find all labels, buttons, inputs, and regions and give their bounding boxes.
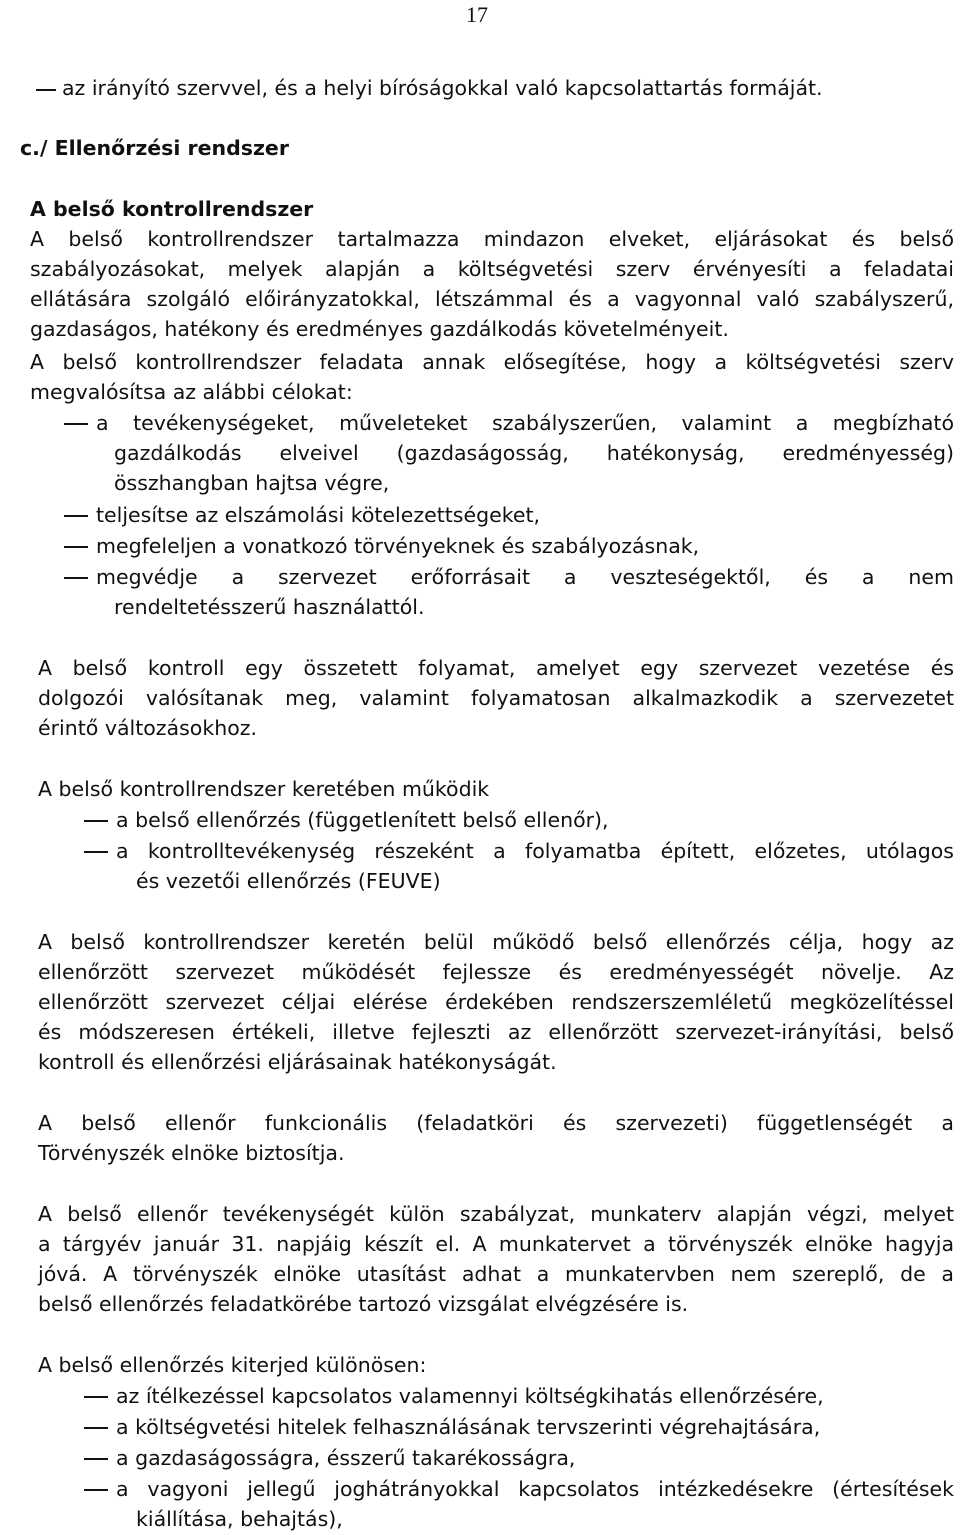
paragraph-1-line: ellátására szolgáló előirányzatokkal, létszámmal és a vagyonnal való szabályszerű,	[30, 287, 954, 311]
paragraph-5-line: kontroll és ellenőrzési eljárásainak hatékonyságát.	[38, 1050, 557, 1074]
dash-bullet-icon	[36, 89, 56, 91]
dash-bullet-icon	[84, 851, 108, 853]
paragraph-8-intro: A belső ellenőrzés kiterjed különösen:	[38, 1353, 427, 1377]
paragraph-4-item-line: a kontrolltevékenység részeként a folyamatba épített, előzetes, utólagos	[116, 839, 954, 863]
paragraph-5-line: ellenőrzött szervezet működését fejlessze és eredményességét növelje. Az	[38, 960, 954, 984]
goal-item-line: gazdálkodás elveivel (gazdaságosság, hatékonyság, eredményesség)	[114, 441, 954, 465]
goal-item-line: teljesítse az elszámolási kötelezettségeket,	[96, 503, 541, 527]
goal-item-line: a tevékenységeket, műveleteket szabályszerűen, valamint a megbízható	[96, 411, 954, 435]
dash-bullet-icon	[64, 515, 88, 517]
goal-item-line: megfeleljen a vonatkozó törvényeknek és szabályozásnak,	[96, 534, 700, 558]
paragraph-8-item-line: a vagyoni jellegű joghátrányokkal kapcsolatos intézkedésekre (értesítések	[116, 1477, 954, 1501]
paragraph-8-item-line: az ítélkezéssel kapcsolatos valamennyi költségkihatás ellenőrzésére,	[116, 1384, 824, 1408]
page-number: 17	[466, 2, 488, 27]
goal-item-line: összhangban hajtsa végre,	[114, 471, 390, 495]
subheading: A belső kontrollrendszer	[30, 197, 314, 221]
paragraph-6-line: Törvényszék elnöke biztosítja.	[38, 1141, 345, 1165]
paragraph-5-line: és módszeresen értékeli, illetve fejleszti az ellenőrzött szervezet-irányítási, belső	[38, 1020, 954, 1044]
section-heading: c./ Ellenőrzési rendszer	[20, 136, 289, 160]
intro-bullet-text: az irányító szervvel, és a helyi bíróságokkal való kapcsolattartás formáját.	[62, 76, 823, 100]
goal-item-line: rendeltetésszerű használattól.	[114, 595, 425, 619]
paragraph-6-line: A belső ellenőr funkcionális (feladatköri és szervezeti) függetlenségét a	[38, 1111, 954, 1135]
dash-bullet-icon	[84, 820, 108, 822]
paragraph-8-item-line: a gazdaságosságra, ésszerű takarékosságra,	[116, 1446, 576, 1470]
paragraph-2-line: A belső kontrollrendszer feladata annak elősegítése, hogy a költségvetési szerv	[30, 350, 954, 374]
paragraph-7-line: A belső ellenőr tevékenységét külön szabályzat, munkaterv alapján végzi, melyet	[38, 1202, 954, 1226]
paragraph-7-line: jóvá. A törvényszék elnöke utasítást adhat a munkatervben nem szereplő, de a	[38, 1262, 954, 1286]
paragraph-3-line: A belső kontroll egy összetett folyamat, amelyet egy szervezet vezetése és	[38, 656, 954, 680]
paragraph-2-line: megvalósítsa az alábbi célokat:	[30, 380, 353, 404]
goal-item-line: megvédje a szervezet erőforrásait a veszteségektől, és a nem	[96, 565, 954, 589]
dash-bullet-icon	[84, 1458, 108, 1460]
paragraph-3-line: dolgozói valósítanak meg, valamint folyamatosan alkalmazkodik a szervezetet	[38, 686, 954, 710]
dash-bullet-icon	[84, 1427, 108, 1429]
paragraph-4-item-line: a belső ellenőrzés (függetlenített belső ellenőr),	[116, 808, 609, 832]
paragraph-3-line: érintő változásokhoz.	[38, 716, 258, 740]
dash-bullet-icon	[64, 546, 88, 548]
paragraph-8-item-line: kiállítása, behajtás),	[136, 1507, 343, 1531]
dash-bullet-icon	[64, 423, 88, 425]
paragraph-4-item-line: és vezetői ellenőrzés (FEUVE)	[136, 869, 441, 893]
paragraph-4-intro: A belső kontrollrendszer keretében működik	[38, 777, 490, 801]
paragraph-1-line: gazdaságos, hatékony és eredményes gazdálkodás követelményeit.	[30, 317, 729, 341]
paragraph-5-line: A belső kontrollrendszer keretén belül működő belső ellenőrzés célja, hogy az	[38, 930, 954, 954]
paragraph-1-line: szabályozásokat, melyek alapján a költségvetési szerv érvényesíti a feladatai	[30, 257, 954, 281]
paragraph-5-line: ellenőrzött szervezet céljai elérése érdekében rendszerszemléletű megközelítéssel	[38, 990, 954, 1014]
dash-bullet-icon	[84, 1489, 108, 1491]
paragraph-8-item-line: a költségvetési hitelek felhasználásának tervszerinti végrehajtására,	[116, 1415, 821, 1439]
paragraph-1-line: A belső kontrollrendszer tartalmazza mindazon elveket, eljárásokat és belső	[30, 227, 954, 251]
dash-bullet-icon	[84, 1396, 108, 1398]
dash-bullet-icon	[64, 577, 88, 579]
paragraph-7-line: a tárgyév január 31. napjáig készít el. A munkatervet a törvényszék elnöke hagyja	[38, 1232, 954, 1256]
paragraph-7-line: belső ellenőrzés feladatkörébe tartozó vizsgálat elvégzésére is.	[38, 1292, 689, 1316]
